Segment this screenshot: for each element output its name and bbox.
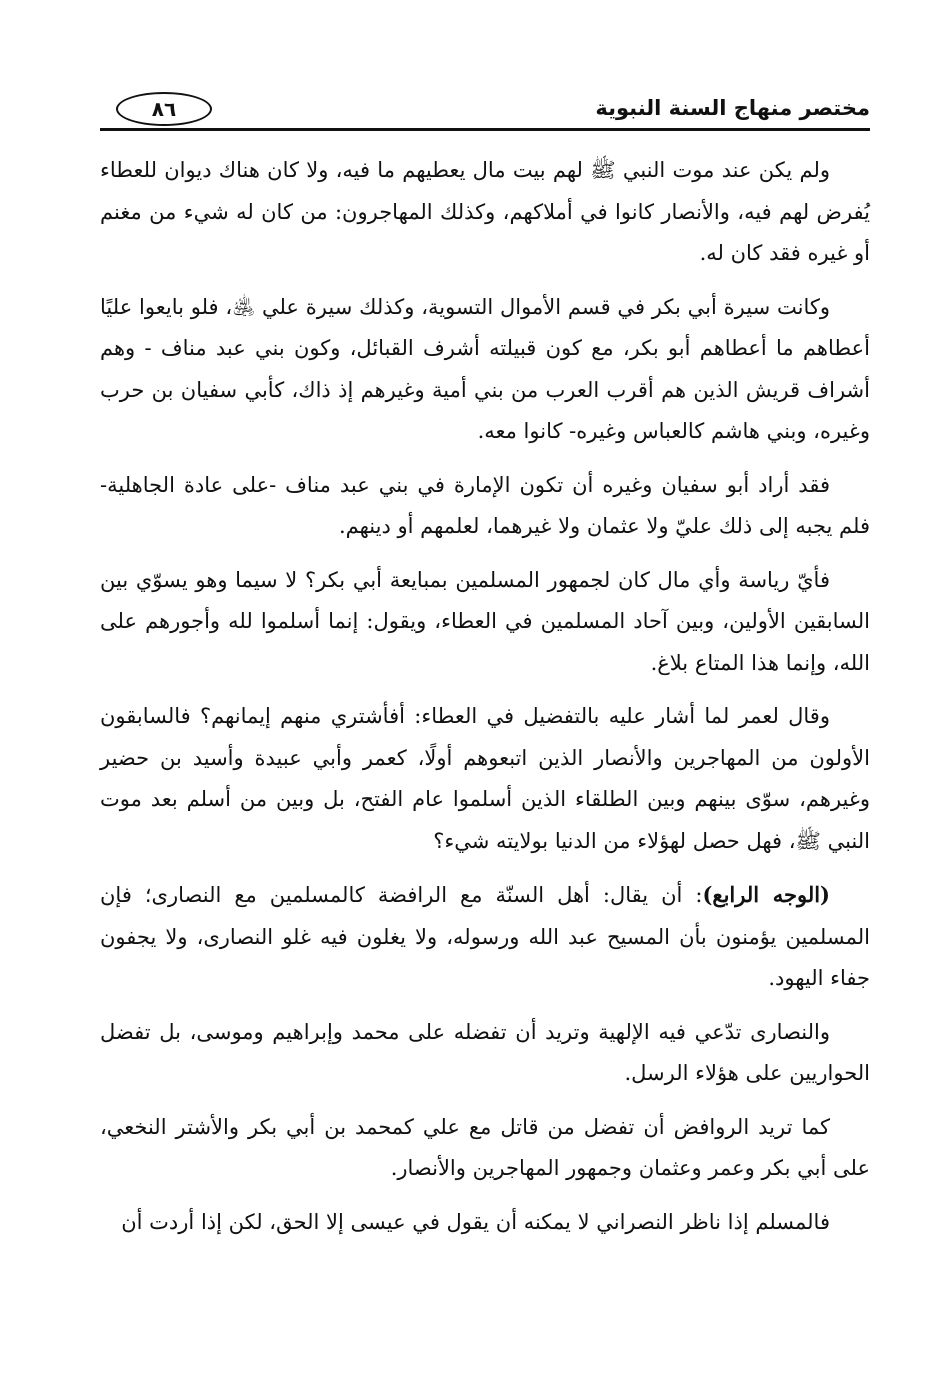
paragraph: والنصارى تدّعي فيه الإلهية وتريد أن تفضله على محمد وإبراهيم وموسى، بل تفضل الحواريين على هؤلاء الرسل. [100, 1019, 870, 1085]
paragraph: ولم يكن عند موت النبي ﷺ لهم بيت مال يعطيهم ما فيه، ولا كان هناك ديوان للعطاء يُفرض لهم فيه، والأنصار كانوا في أملاكهم، وكذلك المهاجرون: من كان له شيء من مغنم أو غيره فقد كان له. [100, 158, 870, 265]
paragraph: فأيّ رياسة وأي مال كان لجمهور المسلمين بمبايعة أبي بكر؟ لا سيما وهو يسوّي بين السابقين الأولين، وبين آحاد المسلمين في العطاء، ويقول: إنما أسلموا لله وأجورهم على الله، وإنما هذا المتاع بلاغ. [100, 567, 870, 675]
paragraph: وقال لعمر لما أشار عليه بالتفضيل في العطاء: أفأشتري منهم إيمانهم؟ فالسابقون الأولون من المهاجرين والأنصار الذين اتبعوهم أولًا، كعمر وأبي عبيدة وأسيد بن حضير وغيرهم، سوّى بينهم وبين الطلقاء الذين أسلموا عام الفتح، بل وبين من أسلم بعد موت النبي ﷺ، فهل حصل لهؤلاء من الدنيا بولايته شيء؟ [100, 704, 870, 853]
paragraph: وكانت سيرة أبي بكر في قسم الأموال التسوية، وكذلك سيرة علي ﵁، فلو بايعوا عليًا أعطاهم ما أعطاهم أبو بكر، مع كون قبيلته أشرف القبائل، وكون بني عبد مناف - وهم أشراف قريش الذين هم أقرب العرب من بني أمية وغيرهم إذ ذاك، كأبي سفيان بن حرب وغيره، وبني هاشم كالعباس وغيره- كانوا معه. [100, 294, 870, 443]
paragraph: فالمسلم إذا ناظر النصراني لا يمكنه أن يقول في عيسى إلا الحق، لكن إذا أردت أن [121, 1209, 830, 1234]
section-label: (الوجه الرابع) [702, 882, 830, 907]
paragraph-text: : أن يقال: أهل السنّة مع الرافضة كالمسلمين مع النصارى؛ فإن المسلمين يؤمنون بأن المسيح عبد الله ورسوله، ولا يغلون فيه غلو النصارى، ولا يجفون جفاء اليهود. [100, 883, 870, 990]
paragraph: فقد أراد أبو سفيان وغيره أن تكون الإمارة في بني عبد مناف -على عادة الجاهلية- فلم يجبه إلى ذلك عليّ ولا عثمان ولا غيرهما، لعلمهم أو دينهم. [100, 472, 870, 538]
header-rule [100, 128, 870, 131]
page-header [100, 90, 870, 136]
paragraph: كما تريد الروافض أن تفضل من قاتل مع علي كمحمد بن أبي بكر والأشتر النخعي، على أبي بكر وعمر وعثمان وجمهور المهاجرين والأنصار. [100, 1114, 870, 1180]
page-body [100, 150, 870, 1255]
running-title: مختصر منهاج السنة النبوية [595, 96, 870, 120]
page-number: ٨٦ [116, 92, 212, 126]
paragraph-fourth-aspect [100, 874, 870, 1000]
